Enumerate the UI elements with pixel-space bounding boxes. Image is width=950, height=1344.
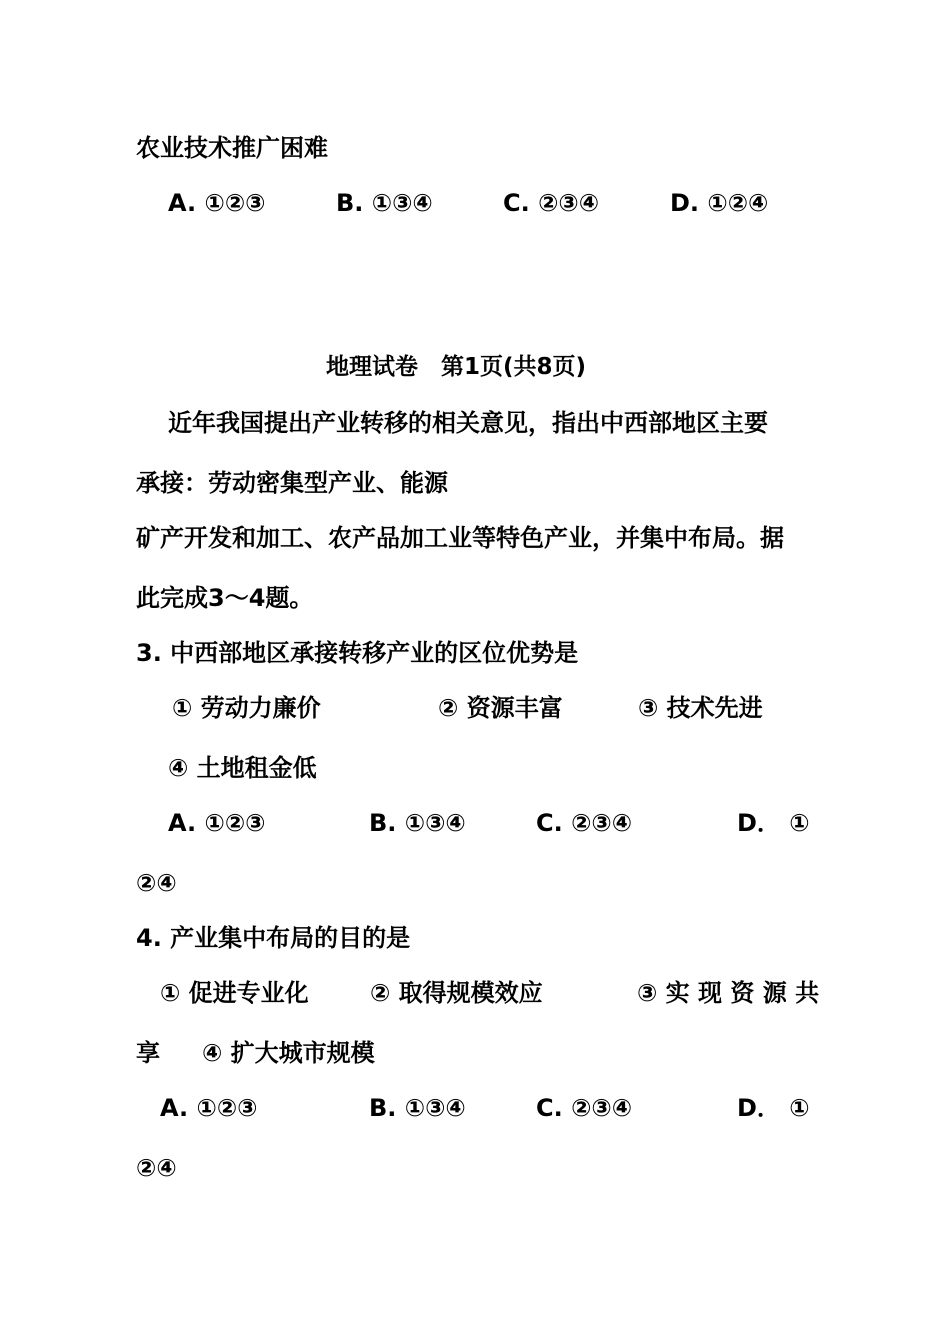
q3-option-d-continued: ②④ xyxy=(136,869,177,897)
q4-item-4: ④ 扩大城市规模 xyxy=(202,1039,375,1067)
q4-option-b: B. ①③④ xyxy=(369,1094,466,1122)
passage-line-4: 此完成3～4题。 xyxy=(136,584,314,612)
q4-item-1: ① 促进专业化 xyxy=(160,979,309,1007)
q4-option-a: A. ①②③ xyxy=(160,1094,258,1122)
q3-item-4: ④ 土地租金低 xyxy=(168,754,317,782)
passage-line-1: 近年我国提出产业转移的相关意见，指出中西部地区主要 xyxy=(168,409,768,437)
q3-item-1: ① 劳动力廉价 xyxy=(172,694,321,722)
prev-option-d: D. ①②④ xyxy=(670,189,769,217)
q3-option-c: C. ②③④ xyxy=(536,809,633,837)
q3-stem: 3. 中西部地区承接转移产业的区位优势是 xyxy=(136,639,579,667)
page-footer: 地理试卷 第1页(共8页) xyxy=(326,354,587,380)
q3-item-3: ③ 技术先进 xyxy=(638,694,763,722)
prev-option-c: C. ②③④ xyxy=(503,189,600,217)
prev-option-b: B. ①③④ xyxy=(336,189,433,217)
q4-item-2: ② 取得规模效应 xyxy=(370,979,543,1007)
q3-item-2: ② 资源丰富 xyxy=(438,694,563,722)
prev-question-tail: 农业技术推广困难 xyxy=(136,134,328,162)
passage-line-3: 矿产开发和加工、农产品加工业等特色产业，并集中布局。据 xyxy=(136,524,784,552)
q4-option-c: C. ②③④ xyxy=(536,1094,633,1122)
q3-option-b: B. ①③④ xyxy=(369,809,466,837)
q4-stem: 4. 产业集中布局的目的是 xyxy=(136,924,411,952)
q3-option-d: D． ① xyxy=(737,809,810,837)
q4-option-d-continued: ②④ xyxy=(136,1154,177,1182)
q3-option-a: A. ①②③ xyxy=(168,809,266,837)
prev-option-a: A. ①②③ xyxy=(168,189,266,217)
q4-option-d: D． ① xyxy=(737,1094,810,1122)
q4-item-3: ③ 实 现 资 源 共 xyxy=(637,979,820,1007)
q4-item-3-continued: 享 xyxy=(136,1039,160,1067)
passage-line-2: 承接：劳动密集型产业、能源 xyxy=(136,469,448,497)
